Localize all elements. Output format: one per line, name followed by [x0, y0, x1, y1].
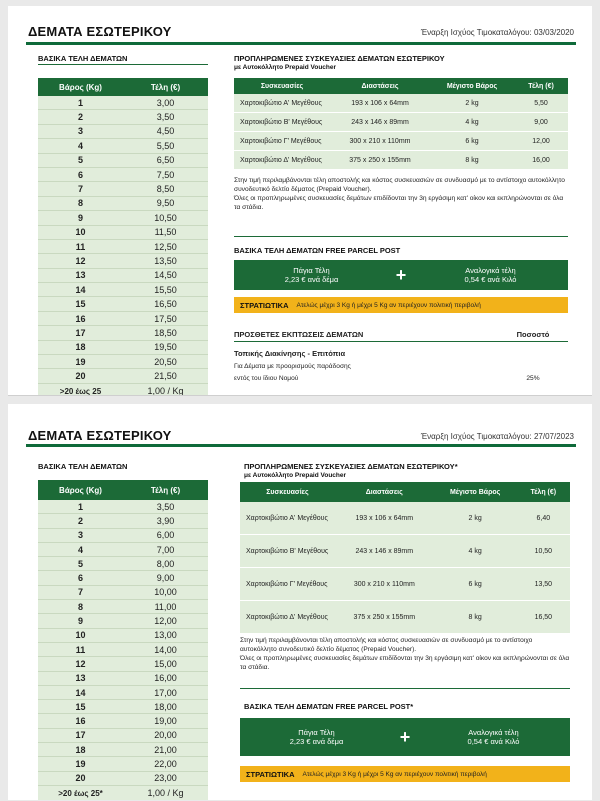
- max-weight-cell: 4 kg: [468, 547, 482, 555]
- fee-cell: 15,50: [154, 284, 177, 295]
- fee-cell: 4,50: [156, 126, 175, 137]
- fee-cell: 16,00: [532, 156, 550, 164]
- fee-cell: 21,50: [154, 371, 177, 382]
- packaging-cell: Χαρτοκιβώτιο Α' Μεγέθους: [240, 99, 322, 107]
- prepaid-title: ΠΡΟΠΛΗΡΩΜΕΝΕΣ ΣΥΣΚΕΥΑΣΙΕΣ ΔΕΜΑΤΩΝ ΕΣΩΤΕΡΙΚΟΥ: [234, 54, 445, 63]
- max-weight-cell: 6 kg: [465, 137, 479, 145]
- free-parcel-title: ΒΑΣΙΚΑ ΤΕΛΗ ΔΕΜΑΤΩΝ FREE PARCEL POST: [234, 246, 401, 255]
- fee-cell: 11,50: [154, 227, 177, 238]
- table-row: [38, 297, 208, 311]
- table-header: [234, 78, 568, 94]
- military-text: Ατελώς μέχρι 3 Kg ή μέχρι 5 Kg αν περιέχουν πολιτική περιβολή: [296, 301, 481, 309]
- discount-description: Για Δέματα με προορισμούς παράδοσης: [234, 363, 351, 370]
- table-row: [38, 772, 208, 786]
- fee-cell: 13,50: [534, 580, 553, 588]
- table-row: [38, 529, 208, 543]
- fee-cell: 15,00: [154, 658, 177, 669]
- proportional-fee-label: Αναλογικά τέλη: [468, 727, 519, 737]
- table-row: [234, 132, 568, 151]
- weight-cell: 19: [75, 356, 86, 367]
- fee-cell: 1,00 / Kg: [147, 386, 184, 396]
- table-row: [38, 700, 208, 714]
- fee-cell: 6,50: [156, 155, 175, 166]
- weight-cell: 3: [77, 530, 83, 541]
- table-row: [38, 786, 208, 800]
- table-row: [38, 672, 208, 686]
- weight-cell: 5: [77, 558, 83, 569]
- dimensions-cell: 243 x 146 x 89mm: [355, 547, 414, 555]
- military-text: Ατελώς μέχρι 3 Kg ή μέχρι 5 Kg αν περιέχουν πολιτική περιβολή: [302, 770, 487, 778]
- table-row: [38, 500, 208, 514]
- table-row: [38, 369, 208, 383]
- max-weight-cell: 2 kg: [468, 514, 482, 522]
- weight-cell: 18: [75, 342, 86, 353]
- table-row: [240, 601, 570, 634]
- prepaid-note: [234, 176, 568, 212]
- fee-cell: 11,00: [154, 601, 177, 612]
- fixed-fee-value: 2,23 € ανά δέμα: [284, 275, 339, 284]
- basic-fees-table: [38, 480, 208, 800]
- weight-cell: 2: [77, 515, 83, 526]
- weight-cell: 8: [77, 601, 83, 612]
- prepaid-subtitle: με Αυτοκόλλητο Prepaid Voucher: [234, 64, 337, 71]
- table-row: [38, 600, 208, 614]
- fee-cell: 9,50: [156, 198, 175, 209]
- fixed-fee-value: 2,23 € ανά δέμα: [289, 737, 344, 746]
- table-row: [38, 686, 208, 700]
- basic-fees-title: ΒΑΣΙΚΑ ΤΕΛΗ ΔΕΜΑΤΩΝ: [38, 462, 128, 471]
- fee-cell: 16,00: [154, 673, 177, 684]
- local-distribution-title: Τοπικής Διακίνησης - Επιτόπια: [234, 349, 346, 358]
- table-row: [38, 211, 208, 225]
- fee-column-header: Τέλη (€): [530, 488, 557, 496]
- dimensions-cell: 375 x 250 x 155mm: [353, 613, 416, 621]
- plus-icon: +: [399, 726, 411, 747]
- military-banner: [234, 297, 568, 313]
- weight-cell: 20: [75, 773, 86, 784]
- weight-cell: 3: [77, 126, 83, 137]
- table-row: [38, 182, 208, 196]
- fee-cell: 9,00: [156, 573, 175, 584]
- table-header: [38, 78, 208, 96]
- dimensions-cell: 300 x 210 x 110mm: [353, 580, 415, 588]
- weight-cell: 4: [77, 140, 83, 151]
- weight-cell: 1: [77, 501, 83, 512]
- weight-cell: 17: [75, 327, 86, 338]
- weight-cell: 17: [75, 730, 86, 741]
- dimensions-column-header: Διαστάσεις: [365, 488, 403, 496]
- fee-column-header: Τέλη (€): [150, 485, 181, 495]
- prepaid-title: ΠΡΟΠΛΗΡΩΜΕΝΕΣ ΣΥΣΚΕΥΑΣΙΕΣ ΔΕΜΑΤΩΝ ΕΣΩΤΕΡΙΚΟΥ*: [244, 462, 458, 471]
- discounts-title: ΠΡΟΣΘΕΤΕΣ ΕΚΠΤΩΣΕΙΣ ΔΕΜΑΤΩΝ: [234, 330, 364, 339]
- fee-cell: 10,00: [154, 587, 177, 598]
- table-row: [38, 168, 208, 182]
- weight-cell: 15: [75, 701, 86, 712]
- fee-cell: 18,00: [154, 701, 177, 712]
- fee-cell: 13,50: [154, 255, 177, 266]
- free-parcel-box: [234, 260, 568, 290]
- fee-cell: 10,50: [534, 547, 553, 555]
- max-weight-cell: 8 kg: [468, 613, 482, 621]
- max-weight-cell: 6 kg: [468, 580, 482, 588]
- table-row: [38, 240, 208, 254]
- fee-cell: 10,50: [154, 212, 177, 223]
- table-row: [38, 96, 208, 110]
- weight-cell: 19: [75, 758, 86, 769]
- table-row: [38, 757, 208, 771]
- table-row: [38, 197, 208, 211]
- table-row: [240, 502, 570, 535]
- table-row: [240, 568, 570, 601]
- price-list-2023: [8, 404, 592, 800]
- prepaid-table: [240, 482, 570, 634]
- discount-percentage: 25%: [526, 375, 540, 382]
- table-row: [234, 113, 568, 132]
- fee-cell: 6,40: [536, 514, 551, 522]
- fee-cell: 16,50: [534, 613, 553, 621]
- table-row: [234, 94, 568, 113]
- table-row: [38, 557, 208, 571]
- fee-column-header: Τέλη (€): [150, 82, 181, 92]
- fee-cell: 9,00: [534, 118, 548, 126]
- weight-cell: 14: [75, 687, 86, 698]
- weight-cell: 10: [75, 227, 86, 238]
- fee-cell: 12,50: [154, 241, 177, 252]
- prepaid-note-1: Στην τιμή περιλαμβάνονται τέλη αποστολής και κόστος συσκευασιών σε συνδυασμό με το αντίστοιχο αυτοκόλλητο συνοδευτικό δελτίο δέματος (Prepaid Voucher).: [234, 177, 565, 193]
- max-weight-cell: 4 kg: [465, 118, 479, 126]
- table-row: [38, 312, 208, 326]
- max-weight-cell: 2 kg: [465, 99, 479, 107]
- packaging-cell: Χαρτοκιβώτιο Β' Μεγέθους: [240, 118, 323, 126]
- weight-cell: 7: [77, 184, 83, 195]
- table-row: [38, 125, 208, 139]
- price-list-2020: [8, 6, 592, 396]
- table-body: [240, 502, 570, 634]
- fee-cell: 7,00: [156, 544, 175, 555]
- max-weight-column-header: Μέγιστο Βάρος: [446, 82, 498, 90]
- weight-cell: 16: [75, 313, 86, 324]
- table-row: [38, 714, 208, 728]
- weight-cell: 13: [75, 270, 86, 281]
- table-row: [38, 254, 208, 268]
- table-row: [38, 154, 208, 168]
- free-parcel-box: [240, 718, 570, 756]
- fee-cell: 3,50: [156, 501, 175, 512]
- military-label: ΣΤΡΑΤΙΩΤΙΚΑ: [240, 300, 289, 310]
- fee-cell: 16,50: [154, 299, 177, 310]
- table-row: [38, 110, 208, 124]
- weight-cell: 18: [75, 744, 86, 755]
- weight-cell: 4: [77, 544, 83, 555]
- fee-cell: 1,00 / Kg: [147, 788, 184, 799]
- packaging-column-header: Συσκευασίες: [260, 82, 304, 90]
- weight-cell: 7: [77, 587, 83, 598]
- weight-cell: 2: [77, 112, 83, 123]
- percentage-column-header: Ποσοστό: [516, 330, 550, 339]
- fee-cell: 22,00: [154, 758, 177, 769]
- weight-cell: 16: [75, 716, 86, 727]
- proportional-fee-value: 0,54 € ανά Κιλό: [467, 737, 520, 746]
- packaging-cell: Χαρτοκιβώτιο Γ' Μεγέθους: [240, 137, 322, 145]
- section-divider: [234, 236, 568, 237]
- prepaid-note-2: Όλες οι προπληρωμένες συσκευασίες δεμάτων επιδίδονται την 3η εργάσιμη κατ' οίκον και εκπληρώνονται σε όλα τα στάδια.: [240, 655, 570, 671]
- table-row: [38, 269, 208, 283]
- weight-cell: 11: [75, 241, 86, 252]
- discounts-section: [234, 328, 568, 382]
- fee-cell: 3,00: [156, 97, 175, 108]
- table-row: [234, 151, 568, 170]
- fee-cell: 7,50: [156, 169, 175, 180]
- weight-cell: 20: [75, 371, 86, 382]
- fee-cell: 19,00: [154, 716, 177, 727]
- discount-description-2: εντός του ίδιου Νομού: [234, 375, 299, 382]
- proportional-fee-label: Αναλογικά τέλη: [465, 265, 516, 275]
- table-row: [38, 571, 208, 585]
- fee-cell: 20,50: [154, 356, 177, 367]
- fee-cell: 21,00: [154, 744, 177, 755]
- table-row: [38, 629, 208, 643]
- fee-cell: 23,00: [154, 773, 177, 784]
- table-row: [38, 614, 208, 628]
- table-row: [38, 514, 208, 528]
- weight-cell: 8: [77, 198, 83, 209]
- packaging-cell: Χαρτοκιβώτιο Δ' Μεγέθους: [246, 613, 328, 621]
- weight-cell: 6: [77, 573, 83, 584]
- basic-fees-title: ΒΑΣΙΚΑ ΤΕΛΗ ΔΕΜΑΤΩΝ: [38, 54, 128, 63]
- fee-cell: 5,50: [156, 140, 175, 151]
- table-row: [38, 139, 208, 153]
- fee-cell: 20,00: [154, 730, 177, 741]
- weight-cell: 9: [77, 616, 83, 627]
- weight-cell: 9: [77, 212, 83, 223]
- fee-cell: 8,00: [156, 558, 175, 569]
- table-row: [38, 586, 208, 600]
- packaging-cell: Χαρτοκιβώτιο Α' Μεγέθους: [246, 514, 328, 522]
- fee-cell: 3,50: [156, 112, 175, 123]
- max-weight-column-header: Μέγιστο Βάρος: [449, 488, 501, 496]
- fee-cell: 14,50: [154, 270, 177, 281]
- table-row: [240, 535, 570, 568]
- prepaid-note-1: Στην τιμή περιλαμβάνονται τέλη αποστολής και κόστος συσκευασιών σε συνδυασμό με το αντίστοιχο αυτοκόλλητο συνοδευτικό δελτίο δέματος (Prepaid Voucher).: [240, 637, 533, 653]
- weight-cell: 13: [75, 673, 86, 684]
- packaging-cell: Χαρτοκιβώτιο Δ' Μεγέθους: [240, 156, 322, 164]
- dimensions-cell: 300 x 210 x 110mm: [349, 137, 411, 145]
- dimensions-cell: 243 x 146 x 89mm: [351, 118, 409, 126]
- page-title: ΔΕΜΑΤΑ ΕΣΩΤΕΡΙΚΟΥ: [28, 428, 172, 443]
- fee-cell: 14,00: [154, 644, 177, 655]
- section-divider: [38, 64, 208, 65]
- table-body: [38, 500, 208, 800]
- fee-cell: 17,50: [154, 313, 177, 324]
- table-header: [38, 480, 208, 500]
- table-header: [240, 482, 570, 502]
- dimensions-cell: 375 x 250 x 155mm: [349, 156, 411, 164]
- table-row: [38, 326, 208, 340]
- basic-fees-table: [38, 78, 208, 396]
- proportional-fee-value: 0,54 € ανά Κιλό: [464, 275, 517, 284]
- discounts-header: [234, 328, 568, 342]
- fee-cell: 5,50: [534, 99, 548, 107]
- fixed-fee-label: Πάγια Τέλη: [298, 727, 335, 737]
- dimensions-cell: 193 x 106 x 64mm: [351, 99, 409, 107]
- max-weight-cell: 8 kg: [465, 156, 479, 164]
- prepaid-note-2: Όλες οι προπληρωμένες συσκευασίες δεμάτων επιδίδονται την 3η εργάσιμη κατ' οίκον και εκπληρώνονται σε όλα τα στάδια.: [234, 195, 564, 211]
- fee-cell: 17,00: [154, 687, 177, 698]
- military-banner: [240, 766, 570, 782]
- weight-cell: 10: [75, 630, 86, 641]
- fee-cell: 12,00: [532, 137, 550, 145]
- header-divider: [26, 444, 576, 447]
- plus-icon: +: [395, 264, 407, 285]
- fee-cell: 19,50: [154, 342, 177, 353]
- dimensions-column-header: Διαστάσεις: [361, 82, 399, 90]
- weight-cell: >20 έως 25*: [58, 788, 103, 798]
- prepaid-table: [234, 78, 568, 170]
- fee-cell: 8,50: [156, 184, 175, 195]
- effective-date: Έναρξη Ισχύος Τιμοκαταλόγου: 03/03/2020: [420, 28, 574, 37]
- fee-cell: 13,00: [154, 630, 177, 641]
- weight-cell: 11: [75, 644, 86, 655]
- header-divider: [26, 42, 576, 45]
- page-title: ΔΕΜΑΤΑ ΕΣΩΤΕΡΙΚΟΥ: [28, 24, 172, 39]
- table-body: [234, 94, 568, 170]
- table-row: [38, 226, 208, 240]
- table-row: [38, 729, 208, 743]
- fee-cell: 3,90: [156, 515, 175, 526]
- weight-cell: 12: [75, 255, 86, 266]
- packaging-column-header: Συσκευασίες: [266, 488, 309, 496]
- fee-column-header: Τέλη (€): [528, 82, 554, 90]
- table-row: [38, 543, 208, 557]
- dimensions-cell: 193 x 106 x 64mm: [355, 514, 414, 522]
- packaging-cell: Χαρτοκιβώτιο Β' Μεγέθους: [246, 547, 329, 555]
- discount-row: [234, 375, 568, 382]
- table-row: [38, 643, 208, 657]
- weight-cell: >20 έως 25: [59, 386, 102, 396]
- packaging-cell: Χαρτοκιβώτιο Γ' Μεγέθους: [246, 580, 328, 588]
- section-divider: [240, 688, 570, 689]
- weight-cell: 12: [75, 658, 86, 669]
- weight-cell: 5: [77, 155, 83, 166]
- fixed-fee-label: Πάγια Τέλη: [293, 265, 330, 275]
- weight-cell: 6: [77, 169, 83, 180]
- free-parcel-title: ΒΑΣΙΚΑ ΤΕΛΗ ΔΕΜΑΤΩΝ FREE PARCEL POST*: [244, 702, 414, 711]
- effective-date: Έναρξη Ισχύος Τιμοκαταλόγου: 27/07/2023: [420, 432, 574, 441]
- table-row: [38, 657, 208, 671]
- fee-cell: 12,00: [154, 616, 177, 627]
- weight-cell: 15: [75, 299, 86, 310]
- table-row: [38, 355, 208, 369]
- fee-cell: 18,50: [154, 327, 177, 338]
- military-label: ΣΤΡΑΤΙΩΤΙΚΑ: [246, 769, 295, 779]
- weight-column-header: Βάρος (Kg): [59, 82, 102, 92]
- fee-cell: 6,00: [156, 530, 175, 541]
- table-row: [38, 384, 208, 396]
- prepaid-note: [240, 636, 570, 672]
- weight-cell: 1: [77, 97, 83, 108]
- weight-column-header: Βάρος (Kg): [59, 485, 102, 495]
- table-row: [38, 743, 208, 757]
- table-row: [38, 341, 208, 355]
- table-row: [38, 283, 208, 297]
- weight-cell: 14: [75, 284, 86, 295]
- table-body: [38, 96, 208, 396]
- prepaid-subtitle: με Αυτοκόλλητο Prepaid Voucher: [244, 472, 347, 479]
